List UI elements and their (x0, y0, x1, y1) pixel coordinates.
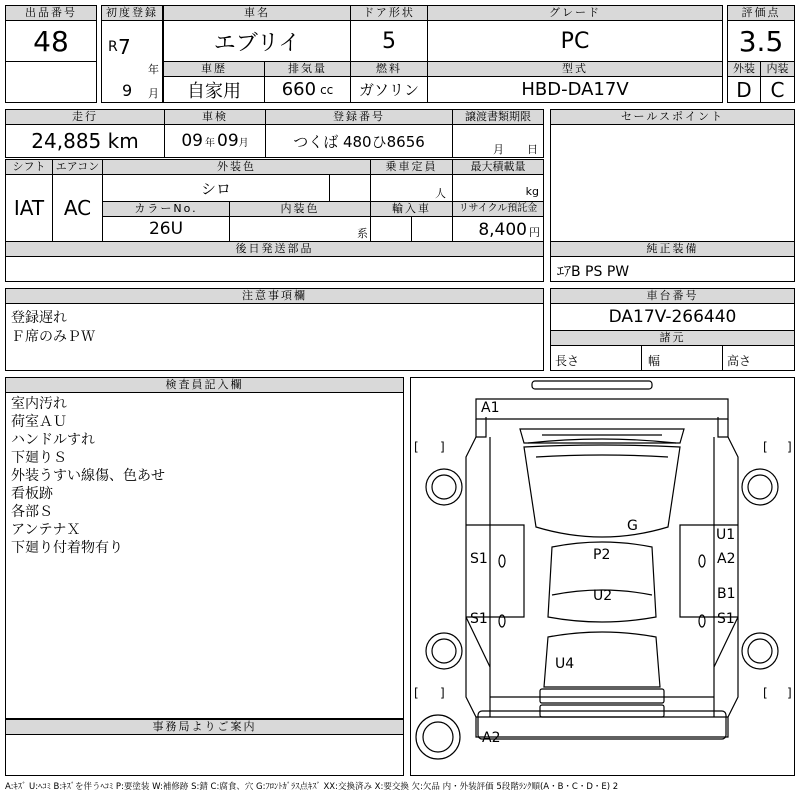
mileage: 24,885 km (5, 124, 165, 158)
inspector-line-6: 看板跡 (11, 486, 53, 502)
dims-width: 幅 (641, 345, 723, 371)
chassis: DA17V-266440 (550, 303, 795, 331)
svg-text:[: [ (414, 686, 419, 700)
car-diagram (410, 377, 795, 776)
max-load-label: 最大積載量 (452, 159, 544, 175)
mark-a1: A1 (481, 400, 500, 416)
svg-text:[: [ (414, 440, 419, 454)
inspector-line-4: 下廻りＳ (11, 450, 67, 466)
shift-label: シフト (5, 159, 53, 175)
score: 3.5 (727, 20, 795, 62)
history-label: 車歴 (163, 61, 265, 77)
recycle: 8,400 (478, 220, 527, 240)
shift: IAT (5, 174, 53, 242)
recycle-unit: 円 (529, 226, 540, 239)
notes-box (5, 303, 544, 371)
history: 自家用 (163, 76, 265, 103)
transfer-day-unit: 日 (527, 143, 538, 156)
exterior-label: 外装 (727, 61, 761, 77)
legend: A:ｷｽﾞ U:ﾍｺﾐ B:ｷｽﾞを伴うﾍｺﾐ P:要塗装 W:補修跡 S:錆 C:腐食、穴 G:ﾌﾛﾝﾄｶﾞﾗｽ点ｷｽﾞ XX:交換済み X:要交換 欠:欠品 内・外装評価 5段階ﾗﾝｸ順(A・B・C・D・E) 2 (5, 782, 619, 792)
mark-s1-right: S1 (717, 611, 735, 627)
car-name: エブリイ (163, 20, 351, 62)
inspection-box (164, 124, 266, 158)
score-label: 評価点 (727, 5, 795, 21)
chassis-label: 車台番号 (550, 288, 795, 304)
transfer-month-unit: 月 (493, 143, 504, 156)
lot-no-label: 出品番号 (5, 5, 97, 21)
mark-b1: B1 (717, 586, 736, 602)
ext-color: シロ (102, 174, 330, 202)
office-box (5, 734, 404, 776)
note-line-1: 登録遅れ (11, 310, 67, 326)
mark-a2-right: A2 (717, 551, 736, 567)
doors: 5 (350, 20, 428, 62)
reg-month-unit: 月 (148, 87, 159, 100)
displacement-unit: cc (320, 82, 334, 97)
inspector-line-7: 各部Ｓ (11, 504, 53, 520)
color-no: 26U (102, 216, 230, 242)
parts-later-box (5, 256, 544, 282)
sales-point-box (550, 124, 795, 242)
first-reg-label: 初度登録 (101, 5, 163, 21)
inspection-year-unit: 年 (205, 137, 215, 149)
interior-label: 内装 (760, 61, 795, 77)
genuine-label: 純正装備 (550, 241, 795, 257)
capacity-label: 乗車定員 (370, 159, 453, 175)
interior: C (760, 76, 795, 103)
import-label: 輸入車 (370, 201, 453, 217)
door-label: ドア形状 (350, 5, 428, 21)
transfer-label: 譲渡書類期限 (452, 109, 544, 125)
inspector-line-2: 荷室ＡＵ (11, 414, 67, 430)
mark-g: G (627, 518, 638, 534)
mark-u1: U1 (716, 527, 736, 543)
era: R (108, 39, 118, 55)
inspector-label: 検査員記入欄 (5, 377, 404, 393)
parts-later-label: 後日発送部品 (5, 241, 544, 257)
inspection-month-unit: 月 (238, 137, 249, 149)
max-load-box (452, 174, 544, 202)
mark-s1-left-bottom: S1 (470, 611, 488, 627)
recycle-box (452, 216, 544, 242)
plate-label: 登録番号 (265, 109, 453, 125)
lot-no: 48 (5, 20, 97, 62)
first-reg-box (101, 20, 163, 103)
fuel: ガソリン (350, 76, 428, 103)
ac: AC (52, 174, 103, 242)
fuel-label: 燃料 (350, 61, 428, 77)
mark-u2: U2 (593, 588, 613, 604)
note-line-2: Ｆ席のみＰＷ (11, 329, 95, 345)
grade: PC (427, 20, 723, 62)
int-color-box (229, 216, 371, 242)
inspection-label: 車検 (164, 109, 266, 125)
ext-color-label: 外装色 (102, 159, 371, 175)
dims-length: 長さ (550, 345, 642, 371)
model: HBD-DA17V (427, 76, 723, 103)
recycle-label: リサイクル預託金 (452, 201, 544, 217)
reg-month: 9 (122, 81, 133, 100)
office-label: 事務局よりご案内 (5, 719, 404, 735)
inspector-line-8: アンテナＸ (11, 522, 81, 538)
exterior: D (727, 76, 761, 103)
import-box-1 (370, 216, 412, 242)
lot-no-blank (5, 61, 97, 103)
inspector-line-3: ハンドルすれ (11, 432, 95, 448)
model-label: 型式 (427, 61, 723, 77)
inspector-line-1: 室内汚れ (11, 396, 67, 412)
mileage-label: 走行 (5, 109, 165, 125)
svg-text:]: ] (787, 686, 792, 700)
car-name-label: 車名 (163, 5, 351, 21)
int-color-unit: 系 (357, 227, 368, 240)
import-box-2 (411, 216, 453, 242)
grade-label: グレード (427, 5, 723, 21)
displacement-box (264, 76, 351, 103)
svg-text:]: ] (440, 440, 445, 454)
notes-label: 注意事項欄 (5, 288, 544, 304)
mark-s1-left-top: S1 (470, 551, 488, 567)
mark-p2: P2 (593, 547, 611, 563)
capacity-unit: 人 (435, 187, 446, 200)
inspector-line-5: 外装うすい線傷、色あせ (11, 468, 165, 484)
sales-point-label: セールスポイント (550, 109, 795, 125)
mark-u4: U4 (555, 656, 575, 672)
color-no-label: カラーNo. (102, 201, 230, 217)
inspection-year: 09 (181, 131, 203, 151)
ext-color-blank (329, 174, 371, 202)
plate: つくば 480ひ8656 (265, 124, 453, 158)
displacement: 660 (281, 79, 317, 100)
mark-a2-rear: A2 (482, 730, 501, 746)
genuine: ｴｱB PS PW (550, 256, 795, 282)
capacity-box (370, 174, 453, 202)
inspector-line-9: 下廻り付着物有り (11, 540, 123, 556)
svg-text:[: [ (763, 686, 768, 700)
svg-text:]: ] (787, 440, 792, 454)
dims-label: 諸元 (550, 330, 795, 346)
ac-label: エアコン (52, 159, 103, 175)
svg-text:[: [ (763, 440, 768, 454)
inspection-month: 09 (217, 131, 239, 151)
transfer-box (452, 124, 544, 158)
reg-year-unit: 年 (148, 63, 159, 76)
int-color-label: 内装色 (229, 201, 371, 217)
displacement-label: 排気量 (264, 61, 351, 77)
reg-year: 7 (118, 35, 131, 59)
svg-text:]: ] (440, 686, 445, 700)
dims-height: 高さ (722, 345, 795, 371)
inspector-box (5, 392, 404, 719)
max-load-unit: kg (525, 185, 539, 198)
